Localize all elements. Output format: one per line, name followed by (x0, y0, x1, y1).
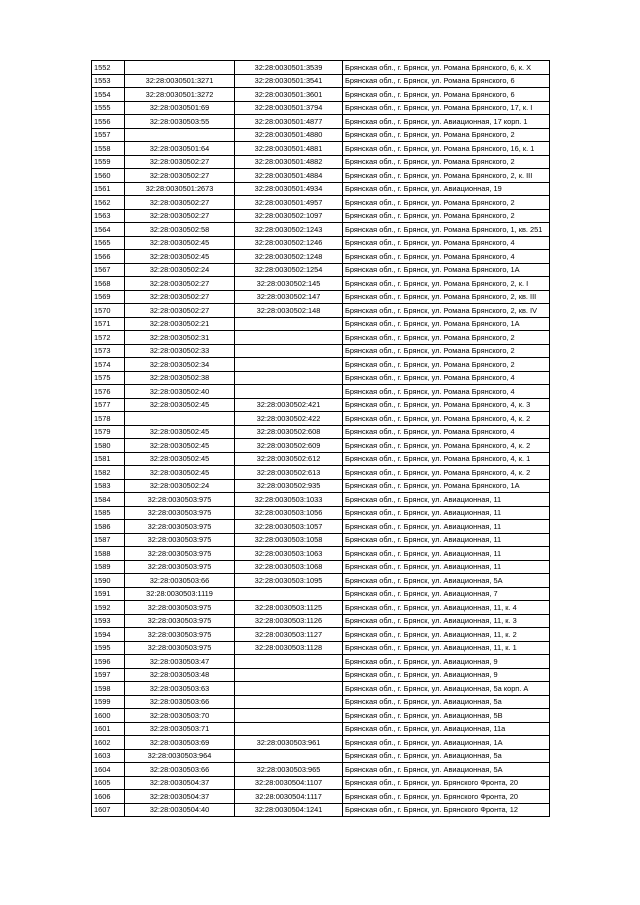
address-cell: Брянская обл., г. Брянск, ул. Романа Брянского, 4 (343, 371, 550, 385)
land-cadastral-number-cell: 32:28:0030501:64 (125, 142, 235, 156)
address-cell: Брянская обл., г. Брянск, ул. Авиационная, 5А (343, 763, 550, 777)
table-row (92, 290, 550, 304)
table-row (92, 344, 550, 358)
object-cadastral-number-cell: 32:28:0030503:1126 (235, 614, 343, 628)
row-number-cell: 1586 (92, 520, 125, 534)
table-row (92, 128, 550, 142)
row-number-cell: 1568 (92, 277, 125, 291)
address-cell: Брянская обл., г. Брянск, ул. Романа Брянского, 6 (343, 74, 550, 88)
land-cadastral-number-cell: 32:28:0030503:975 (125, 560, 235, 574)
address-cell: Брянская обл., г. Брянск, ул. Романа Брянского, 4, к. 2 (343, 439, 550, 453)
address-cell: Брянская обл., г. Брянск, ул. Романа Брянского, 2 (343, 196, 550, 210)
row-number-cell: 1588 (92, 547, 125, 561)
object-cadastral-number-cell: 32:28:0030503:961 (235, 736, 343, 750)
object-cadastral-number-cell (235, 695, 343, 709)
land-cadastral-number-cell: 32:28:0030501:2673 (125, 182, 235, 196)
land-cadastral-number-cell (125, 412, 235, 426)
table-row (92, 263, 550, 277)
table-row (92, 101, 550, 115)
object-cadastral-number-cell: 32:28:0030502:613 (235, 466, 343, 480)
row-number-cell: 1567 (92, 263, 125, 277)
object-cadastral-number-cell: 32:28:0030503:1063 (235, 547, 343, 561)
object-cadastral-number-cell: 32:28:0030503:1056 (235, 506, 343, 520)
row-number-cell: 1585 (92, 506, 125, 520)
land-cadastral-number-cell: 32:28:0030501:3272 (125, 88, 235, 102)
object-cadastral-number-cell: 32:28:0030501:3541 (235, 74, 343, 88)
land-cadastral-number-cell: 32:28:0030502:24 (125, 479, 235, 493)
table-row (92, 236, 550, 250)
address-cell: Брянская обл., г. Брянск, ул. Романа Брянского, 1А (343, 479, 550, 493)
table-row (92, 803, 550, 817)
object-cadastral-number-cell: 32:28:0030502:1248 (235, 250, 343, 264)
table-row (92, 668, 550, 682)
land-cadastral-number-cell: 32:28:0030503:975 (125, 493, 235, 507)
land-cadastral-number-cell: 32:28:0030501:3271 (125, 74, 235, 88)
land-cadastral-number-cell: 32:28:0030503:975 (125, 506, 235, 520)
row-number-cell: 1561 (92, 182, 125, 196)
registry-table (91, 60, 550, 817)
address-cell: Брянская обл., г. Брянск, ул. Авиационная, 9 (343, 668, 550, 682)
row-number-cell: 1564 (92, 223, 125, 237)
row-number-cell: 1583 (92, 479, 125, 493)
row-number-cell: 1553 (92, 74, 125, 88)
object-cadastral-number-cell: 32:28:0030502:147 (235, 290, 343, 304)
object-cadastral-number-cell: 32:28:0030503:1095 (235, 574, 343, 588)
land-cadastral-number-cell (125, 128, 235, 142)
table-row (92, 682, 550, 696)
row-number-cell: 1596 (92, 655, 125, 669)
object-cadastral-number-cell: 32:28:0030504:1117 (235, 790, 343, 804)
registry-table-body (92, 61, 550, 817)
land-cadastral-number-cell: 32:28:0030502:27 (125, 304, 235, 318)
table-row (92, 452, 550, 466)
table-row (92, 277, 550, 291)
row-number-cell: 1572 (92, 331, 125, 345)
table-row (92, 709, 550, 723)
address-cell: Брянская обл., г. Брянск, ул. Романа Брянского, 6, к. X (343, 61, 550, 75)
address-cell: Брянская обл., г. Брянск, ул. Авиационная, 11, к. 2 (343, 628, 550, 642)
land-cadastral-number-cell: 32:28:0030502:45 (125, 439, 235, 453)
address-cell: Брянская обл., г. Брянск, ул. Романа Брянского, 16, к. 1 (343, 142, 550, 156)
row-number-cell: 1590 (92, 574, 125, 588)
object-cadastral-number-cell (235, 331, 343, 345)
row-number-cell: 1563 (92, 209, 125, 223)
row-number-cell: 1604 (92, 763, 125, 777)
object-cadastral-number-cell: 32:28:0030503:1128 (235, 641, 343, 655)
table-row (92, 304, 550, 318)
object-cadastral-number-cell: 32:28:0030501:4880 (235, 128, 343, 142)
object-cadastral-number-cell (235, 655, 343, 669)
object-cadastral-number-cell (235, 587, 343, 601)
address-cell: Брянская обл., г. Брянск, ул. Романа Брянского, 4 (343, 425, 550, 439)
table-row (92, 790, 550, 804)
object-cadastral-number-cell: 32:28:0030503:1058 (235, 533, 343, 547)
row-number-cell: 1554 (92, 88, 125, 102)
object-cadastral-number-cell: 32:28:0030503:965 (235, 763, 343, 777)
table-row (92, 587, 550, 601)
land-cadastral-number-cell: 32:28:0030502:38 (125, 371, 235, 385)
address-cell: Брянская обл., г. Брянск, ул. Романа Брянского, 2, к. III (343, 169, 550, 183)
land-cadastral-number-cell: 32:28:0030502:27 (125, 169, 235, 183)
row-number-cell: 1576 (92, 385, 125, 399)
address-cell: Брянская обл., г. Брянск, ул. Романа Брянского, 4, к. 2 (343, 466, 550, 480)
object-cadastral-number-cell (235, 344, 343, 358)
object-cadastral-number-cell: 32:28:0030502:422 (235, 412, 343, 426)
object-cadastral-number-cell: 32:28:0030501:4881 (235, 142, 343, 156)
table-row (92, 641, 550, 655)
row-number-cell: 1589 (92, 560, 125, 574)
land-cadastral-number-cell: 32:28:0030502:45 (125, 425, 235, 439)
row-number-cell: 1565 (92, 236, 125, 250)
object-cadastral-number-cell: 32:28:0030501:3794 (235, 101, 343, 115)
object-cadastral-number-cell: 32:28:0030501:3539 (235, 61, 343, 75)
row-number-cell: 1562 (92, 196, 125, 210)
address-cell: Брянская обл., г. Брянск, ул. Романа Брянского, 1А (343, 317, 550, 331)
row-number-cell: 1582 (92, 466, 125, 480)
address-cell: Брянская обл., г. Брянск, ул. Романа Брянского, 2 (343, 155, 550, 169)
table-row (92, 776, 550, 790)
table-row (92, 331, 550, 345)
table-row (92, 398, 550, 412)
object-cadastral-number-cell: 32:28:0030502:608 (235, 425, 343, 439)
address-cell: Брянская обл., г. Брянск, ул. Романа Брянского, 4 (343, 385, 550, 399)
table-row (92, 520, 550, 534)
address-cell: Брянская обл., г. Брянск, ул. Брянского Фронта, 12 (343, 803, 550, 817)
land-cadastral-number-cell: 32:28:0030503:975 (125, 547, 235, 561)
table-row (92, 466, 550, 480)
table-row (92, 182, 550, 196)
address-cell: Брянская обл., г. Брянск, ул. Авиационная, 11, к. 1 (343, 641, 550, 655)
land-cadastral-number-cell: 32:28:0030503:975 (125, 533, 235, 547)
address-cell: Брянская обл., г. Брянск, ул. Авиационная, 11 (343, 493, 550, 507)
land-cadastral-number-cell: 32:28:0030502:58 (125, 223, 235, 237)
object-cadastral-number-cell: 32:28:0030502:145 (235, 277, 343, 291)
object-cadastral-number-cell: 32:28:0030501:4934 (235, 182, 343, 196)
object-cadastral-number-cell: 32:28:0030503:1068 (235, 560, 343, 574)
address-cell: Брянская обл., г. Брянск, ул. Авиационная, 17 корп. 1 (343, 115, 550, 129)
object-cadastral-number-cell: 32:28:0030502:609 (235, 439, 343, 453)
row-number-cell: 1560 (92, 169, 125, 183)
address-cell: Брянская обл., г. Брянск, ул. Романа Брянского, 1, кв. 251 (343, 223, 550, 237)
address-cell: Брянская обл., г. Брянск, ул. Авиационная, 11 (343, 560, 550, 574)
object-cadastral-number-cell (235, 682, 343, 696)
object-cadastral-number-cell: 32:28:0030501:4877 (235, 115, 343, 129)
table-row (92, 88, 550, 102)
address-cell: Брянская обл., г. Брянск, ул. Авиационная, 11, к. 4 (343, 601, 550, 615)
land-cadastral-number-cell (125, 61, 235, 75)
address-cell: Брянская обл., г. Брянск, ул. Авиационная, 11 (343, 533, 550, 547)
table-row (92, 223, 550, 237)
table-row (92, 479, 550, 493)
address-cell: Брянская обл., г. Брянск, ул. Романа Брянского, 2, кв. III (343, 290, 550, 304)
object-cadastral-number-cell: 32:28:0030502:612 (235, 452, 343, 466)
table-row (92, 115, 550, 129)
object-cadastral-number-cell: 32:28:0030504:1241 (235, 803, 343, 817)
land-cadastral-number-cell: 32:28:0030504:40 (125, 803, 235, 817)
row-number-cell: 1593 (92, 614, 125, 628)
address-cell: Брянская обл., г. Брянск, ул. Брянского Фронта, 20 (343, 776, 550, 790)
address-cell: Брянская обл., г. Брянск, ул. Авиационная, 9 (343, 655, 550, 669)
row-number-cell: 1552 (92, 61, 125, 75)
land-cadastral-number-cell: 32:28:0030503:1119 (125, 587, 235, 601)
row-number-cell: 1581 (92, 452, 125, 466)
object-cadastral-number-cell (235, 385, 343, 399)
table-row (92, 574, 550, 588)
table-row (92, 317, 550, 331)
object-cadastral-number-cell: 32:28:0030501:4884 (235, 169, 343, 183)
row-number-cell: 1599 (92, 695, 125, 709)
object-cadastral-number-cell: 32:28:0030503:1033 (235, 493, 343, 507)
row-number-cell: 1569 (92, 290, 125, 304)
row-number-cell: 1606 (92, 790, 125, 804)
land-cadastral-number-cell: 32:28:0030502:24 (125, 263, 235, 277)
table-row (92, 385, 550, 399)
land-cadastral-number-cell: 32:28:0030503:70 (125, 709, 235, 723)
table-row (92, 61, 550, 75)
table-row (92, 749, 550, 763)
row-number-cell: 1556 (92, 115, 125, 129)
object-cadastral-number-cell (235, 358, 343, 372)
address-cell: Брянская обл., г. Брянск, ул. Романа Брянского, 4, к. 3 (343, 398, 550, 412)
land-cadastral-number-cell: 32:28:0030504:37 (125, 790, 235, 804)
land-cadastral-number-cell: 32:28:0030503:47 (125, 655, 235, 669)
land-cadastral-number-cell: 32:28:0030501:69 (125, 101, 235, 115)
address-cell: Брянская обл., г. Брянск, ул. Авиационная, 11а (343, 722, 550, 736)
land-cadastral-number-cell: 32:28:0030502:27 (125, 209, 235, 223)
row-number-cell: 1558 (92, 142, 125, 156)
object-cadastral-number-cell: 32:28:0030503:1125 (235, 601, 343, 615)
object-cadastral-number-cell: 32:28:0030502:935 (235, 479, 343, 493)
row-number-cell: 1603 (92, 749, 125, 763)
row-number-cell: 1557 (92, 128, 125, 142)
object-cadastral-number-cell: 32:28:0030502:1243 (235, 223, 343, 237)
table-row (92, 560, 550, 574)
row-number-cell: 1559 (92, 155, 125, 169)
row-number-cell: 1579 (92, 425, 125, 439)
address-cell: Брянская обл., г. Брянск, ул. Романа Брянского, 2 (343, 209, 550, 223)
address-cell: Брянская обл., г. Брянск, ул. Авиационная, 5а корп. А (343, 682, 550, 696)
land-cadastral-number-cell: 32:28:0030503:975 (125, 614, 235, 628)
row-number-cell: 1601 (92, 722, 125, 736)
object-cadastral-number-cell (235, 709, 343, 723)
land-cadastral-number-cell: 32:28:0030502:27 (125, 155, 235, 169)
land-cadastral-number-cell: 32:28:0030503:63 (125, 682, 235, 696)
land-cadastral-number-cell: 32:28:0030503:975 (125, 520, 235, 534)
land-cadastral-number-cell: 32:28:0030503:71 (125, 722, 235, 736)
land-cadastral-number-cell: 32:28:0030503:975 (125, 601, 235, 615)
table-row (92, 439, 550, 453)
row-number-cell: 1578 (92, 412, 125, 426)
land-cadastral-number-cell: 32:28:0030503:55 (125, 115, 235, 129)
address-cell: Брянская обл., г. Брянск, ул. Романа Брянского, 4, к. 1 (343, 452, 550, 466)
land-cadastral-number-cell: 32:28:0030502:31 (125, 331, 235, 345)
address-cell: Брянская обл., г. Брянск, ул. Романа Брянского, 1А (343, 263, 550, 277)
row-number-cell: 1570 (92, 304, 125, 318)
row-number-cell: 1602 (92, 736, 125, 750)
object-cadastral-number-cell: 32:28:0030502:148 (235, 304, 343, 318)
land-cadastral-number-cell: 32:28:0030502:21 (125, 317, 235, 331)
row-number-cell: 1580 (92, 439, 125, 453)
object-cadastral-number-cell: 32:28:0030503:1127 (235, 628, 343, 642)
land-cadastral-number-cell: 32:28:0030502:27 (125, 277, 235, 291)
row-number-cell: 1574 (92, 358, 125, 372)
land-cadastral-number-cell: 32:28:0030503:69 (125, 736, 235, 750)
land-cadastral-number-cell: 32:28:0030502:27 (125, 290, 235, 304)
row-number-cell: 1587 (92, 533, 125, 547)
address-cell: Брянская обл., г. Брянск, ул. Романа Брянского, 2 (343, 128, 550, 142)
land-cadastral-number-cell: 32:28:0030502:40 (125, 385, 235, 399)
row-number-cell: 1595 (92, 641, 125, 655)
address-cell: Брянская обл., г. Брянск, ул. Авиационная, 5А (343, 574, 550, 588)
address-cell: Брянская обл., г. Брянск, ул. Авиационная, 1А (343, 736, 550, 750)
table-row (92, 155, 550, 169)
row-number-cell: 1594 (92, 628, 125, 642)
address-cell: Брянская обл., г. Брянск, ул. Романа Брянского, 6 (343, 88, 550, 102)
land-cadastral-number-cell: 32:28:0030503:975 (125, 641, 235, 655)
table-row (92, 533, 550, 547)
table-row (92, 695, 550, 709)
object-cadastral-number-cell: 32:28:0030503:1057 (235, 520, 343, 534)
land-cadastral-number-cell: 32:28:0030503:964 (125, 749, 235, 763)
object-cadastral-number-cell (235, 317, 343, 331)
object-cadastral-number-cell: 32:28:0030502:1254 (235, 263, 343, 277)
row-number-cell: 1600 (92, 709, 125, 723)
table-row (92, 601, 550, 615)
address-cell: Брянская обл., г. Брянск, ул. Романа Брянского, 2 (343, 344, 550, 358)
address-cell: Брянская обл., г. Брянск, ул. Авиационная, 5а (343, 749, 550, 763)
land-cadastral-number-cell: 32:28:0030503:66 (125, 574, 235, 588)
row-number-cell: 1591 (92, 587, 125, 601)
row-number-cell: 1555 (92, 101, 125, 115)
address-cell: Брянская обл., г. Брянск, ул. Авиационная, 11 (343, 506, 550, 520)
table-row (92, 547, 550, 561)
address-cell: Брянская обл., г. Брянск, ул. Авиационная, 11 (343, 520, 550, 534)
row-number-cell: 1592 (92, 601, 125, 615)
object-cadastral-number-cell: 32:28:0030502:421 (235, 398, 343, 412)
address-cell: Брянская обл., г. Брянск, ул. Авиационная, 5а (343, 695, 550, 709)
object-cadastral-number-cell: 32:28:0030501:3601 (235, 88, 343, 102)
row-number-cell: 1577 (92, 398, 125, 412)
address-cell: Брянская обл., г. Брянск, ул. Авиационная, 5В (343, 709, 550, 723)
object-cadastral-number-cell: 32:28:0030502:1097 (235, 209, 343, 223)
row-number-cell: 1575 (92, 371, 125, 385)
table-row (92, 250, 550, 264)
land-cadastral-number-cell: 32:28:0030503:66 (125, 695, 235, 709)
address-cell: Брянская обл., г. Брянск, ул. Романа Брянского, 2 (343, 331, 550, 345)
land-cadastral-number-cell: 32:28:0030502:45 (125, 466, 235, 480)
table-row (92, 614, 550, 628)
address-cell: Брянская обл., г. Брянск, ул. Авиационная, 19 (343, 182, 550, 196)
table-row (92, 493, 550, 507)
object-cadastral-number-cell (235, 668, 343, 682)
row-number-cell: 1566 (92, 250, 125, 264)
land-cadastral-number-cell: 32:28:0030503:66 (125, 763, 235, 777)
row-number-cell: 1573 (92, 344, 125, 358)
object-cadastral-number-cell: 32:28:0030501:4957 (235, 196, 343, 210)
table-row (92, 358, 550, 372)
table-row (92, 412, 550, 426)
row-number-cell: 1597 (92, 668, 125, 682)
object-cadastral-number-cell (235, 722, 343, 736)
address-cell: Брянская обл., г. Брянск, ул. Романа Брянского, 4 (343, 236, 550, 250)
land-cadastral-number-cell: 32:28:0030504:37 (125, 776, 235, 790)
table-row (92, 722, 550, 736)
land-cadastral-number-cell: 32:28:0030502:45 (125, 250, 235, 264)
row-number-cell: 1571 (92, 317, 125, 331)
table-row (92, 209, 550, 223)
land-cadastral-number-cell: 32:28:0030502:34 (125, 358, 235, 372)
address-cell: Брянская обл., г. Брянск, ул. Авиационная, 7 (343, 587, 550, 601)
row-number-cell: 1607 (92, 803, 125, 817)
address-cell: Брянская обл., г. Брянск, ул. Авиационная, 11 (343, 547, 550, 561)
land-cadastral-number-cell: 32:28:0030502:45 (125, 452, 235, 466)
address-cell: Брянская обл., г. Брянск, ул. Романа Брянского, 2, к. I (343, 277, 550, 291)
address-cell: Брянская обл., г. Брянск, ул. Романа Брянского, 2 (343, 358, 550, 372)
land-cadastral-number-cell: 32:28:0030502:27 (125, 196, 235, 210)
land-cadastral-number-cell: 32:28:0030502:45 (125, 398, 235, 412)
table-row (92, 763, 550, 777)
address-cell: Брянская обл., г. Брянск, ул. Романа Брянского, 4, к. 2 (343, 412, 550, 426)
table-row (92, 736, 550, 750)
table-row (92, 74, 550, 88)
land-cadastral-number-cell: 32:28:0030503:975 (125, 628, 235, 642)
row-number-cell: 1605 (92, 776, 125, 790)
address-cell: Брянская обл., г. Брянск, ул. Брянского Фронта, 20 (343, 790, 550, 804)
land-cadastral-number-cell: 32:28:0030503:48 (125, 668, 235, 682)
land-cadastral-number-cell: 32:28:0030502:45 (125, 236, 235, 250)
object-cadastral-number-cell: 32:28:0030502:1246 (235, 236, 343, 250)
address-cell: Брянская обл., г. Брянск, ул. Романа Брянского, 4 (343, 250, 550, 264)
address-cell: Брянская обл., г. Брянск, ул. Романа Брянского, 2, кв. IV (343, 304, 550, 318)
table-row (92, 655, 550, 669)
address-cell: Брянская обл., г. Брянск, ул. Авиационная, 11, к. 3 (343, 614, 550, 628)
table-row (92, 371, 550, 385)
object-cadastral-number-cell (235, 371, 343, 385)
table-row (92, 628, 550, 642)
address-cell: Брянская обл., г. Брянск, ул. Романа Брянского, 17, к. I (343, 101, 550, 115)
table-row (92, 425, 550, 439)
row-number-cell: 1584 (92, 493, 125, 507)
land-cadastral-number-cell: 32:28:0030502:33 (125, 344, 235, 358)
table-row (92, 142, 550, 156)
object-cadastral-number-cell (235, 749, 343, 763)
object-cadastral-number-cell: 32:28:0030504:1107 (235, 776, 343, 790)
table-row (92, 196, 550, 210)
table-row (92, 169, 550, 183)
object-cadastral-number-cell: 32:28:0030501:4882 (235, 155, 343, 169)
table-row (92, 506, 550, 520)
row-number-cell: 1598 (92, 682, 125, 696)
